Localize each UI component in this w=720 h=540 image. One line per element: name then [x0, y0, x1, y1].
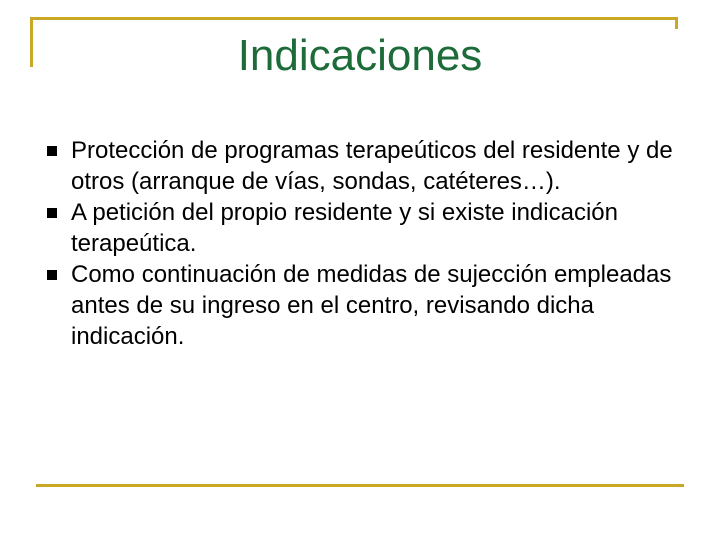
square-bullet-icon [47, 146, 57, 156]
frame-right-line [675, 17, 678, 29]
bullet-text: Protección de programas terapeúticos del residente y de otros (arranque de vías, sondas, catéteres…). [71, 137, 673, 195]
bullet-item [45, 197, 685, 259]
frame-bottom-line [36, 484, 684, 487]
bullet-text: A petición del propio residente y si existe indicación terapeútica. [71, 199, 618, 257]
bullet-text: Como continuación de medidas de sujección empleadas antes de su ingreso en el centro, revisando dicha indicación. [71, 261, 672, 350]
bullet-list [45, 135, 685, 352]
square-bullet-icon [47, 270, 57, 280]
bullet-item [45, 135, 685, 197]
bullet-item [45, 259, 685, 352]
slide-title: Indicaciones [237, 31, 483, 80]
frame-top-line [30, 17, 678, 20]
square-bullet-icon [47, 208, 57, 218]
